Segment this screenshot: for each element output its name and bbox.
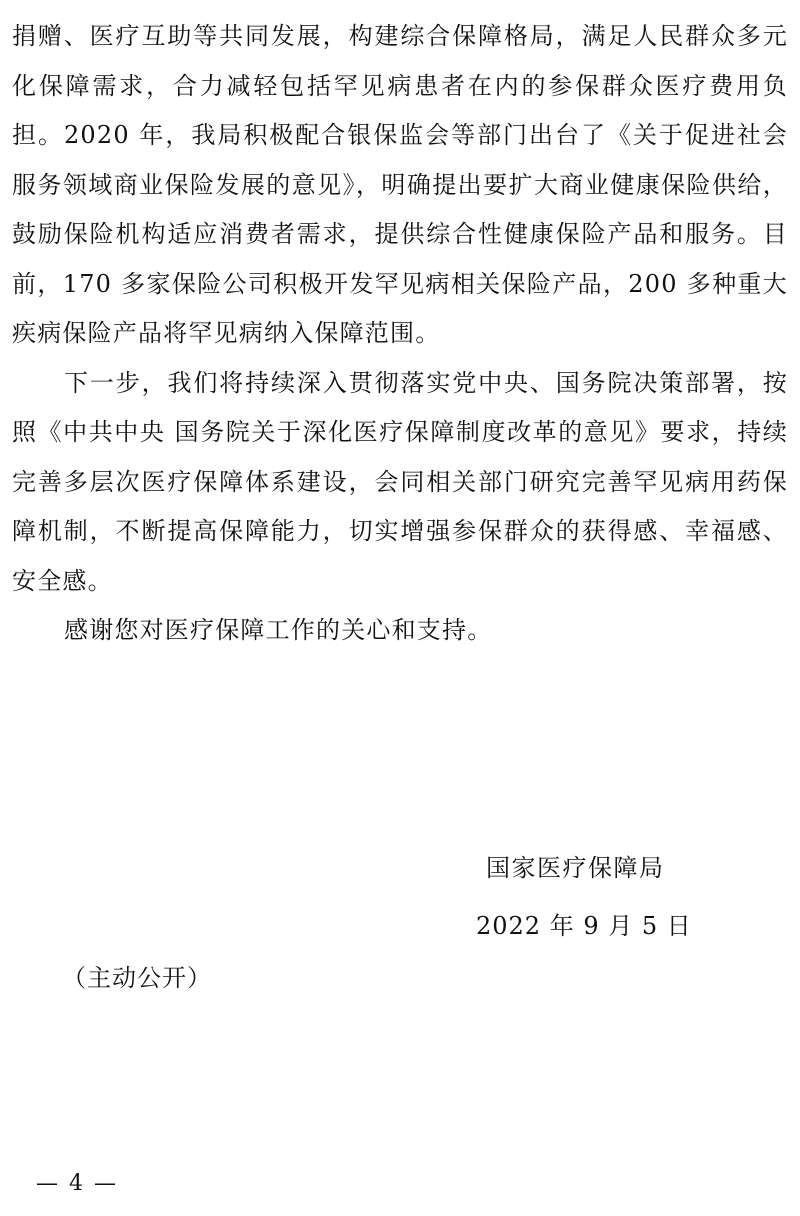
page-number: — 4 — [36,1171,118,1196]
paragraph-2: 下一步，我们将持续深入贯彻落实党中央、国务院决策部署，按照《中共中央 国务院关于深化医疗保障制度改革的意见》要求，持续完善多层次医疗保障体系建设，会同相关部门研究完善罕见病用药保障机制，不断提高保障能力，切实增强参保群众的获得感、幸福感、安全感。 [12,368,788,595]
paragraph-1: 捐赠、医疗互助等共同发展，构建综合保障格局，满足人民群众多元化保障需求，合力减轻包括罕见病患者在内的参保群众医疗费用负担。2020 年，我局积极配合银保监会等部门出台了《关于促进社会服务领域商业保险发展的意见》，明确提出要扩大商业健康保险供给，鼓励保险机构适应消费者需求，提供综合性健康保险产品和服务。目前，170 多家保险公司积极开发罕见病相关保险产品，200 多种重大疾病保险产品将罕见病纳入保障范围。 [12,22,788,347]
document-body [12,12,788,656]
paragraph-3: 感谢您对医疗保障工作的关心和支持。 [64,616,493,644]
disclosure-label: （主动公开） [62,964,212,992]
signature-date: 2022 年 9 月 5 日 [476,912,692,940]
signature-organization: 国家医疗保障局 [486,854,665,882]
